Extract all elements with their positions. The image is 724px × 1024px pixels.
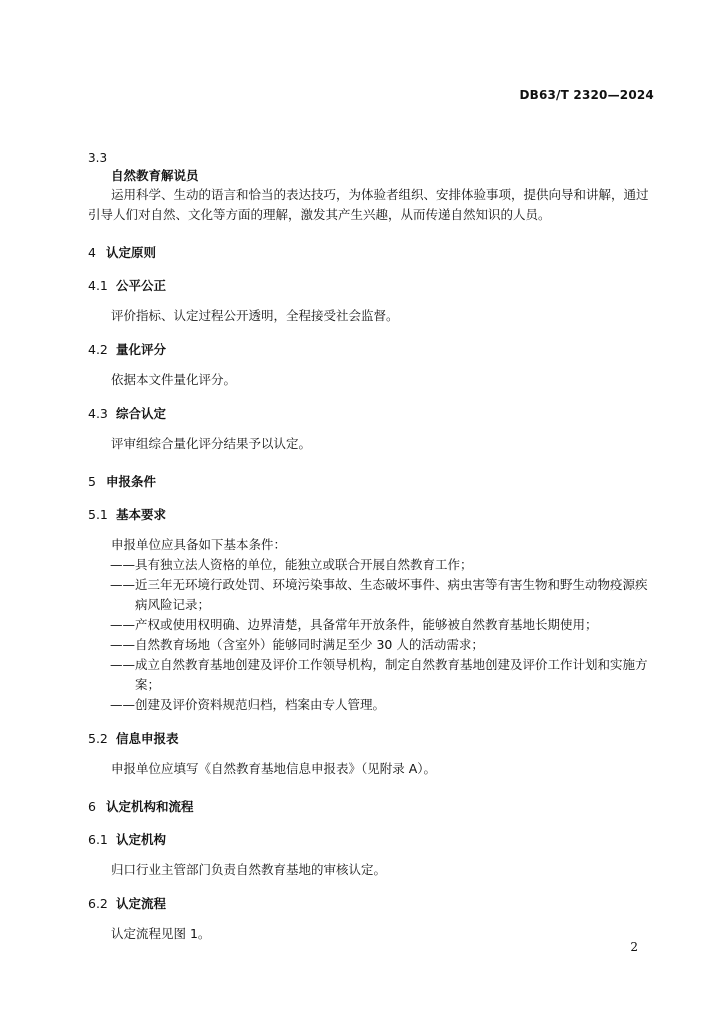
term-number: 3.3 [88,151,108,165]
list-item-text: 成立自然教育基地创建及评价工作领导机构，制定自然教育基地创建及评价工作计划和实施方案； [135,657,648,692]
subsection-number: 6.1 [88,832,108,847]
paragraph: 归口行业主管部门负责自然教育基地的审核认定。 [111,862,387,877]
subsection-number: 5.2 [88,731,108,746]
paragraph: 评价指标、认定过程公开透明，全程接受社会监督。 [111,308,399,323]
list-dash: —— [110,637,135,652]
list-dash: —— [110,657,135,672]
definition-line: 运用科学、生动的语言和恰当的表达技巧，为体验者组织、安排体验事项，提供向导和讲解，通过 [111,187,649,202]
requirement-list [88,555,658,715]
paragraph: 认定流程见图 1。 [111,926,211,941]
paragraph: 评审组综合量化评分结果予以认定。 [111,436,312,451]
subsection-title: 公平公正 [116,278,167,293]
list-item [110,575,658,615]
document-body [88,149,658,944]
paragraph: 申报单位应具备如下基本条件： [111,537,287,552]
term-title: 自然教育解说员 [111,168,199,183]
subsection-title: 量化评分 [116,342,167,357]
subsection-heading [88,341,658,359]
subsection-heading [88,895,658,913]
section-heading [88,473,658,491]
section-title: 申报条件 [106,474,157,489]
list-dash: —— [110,617,135,632]
section-heading [88,798,658,816]
document-code: DB63/T 2320—2024 [519,88,654,102]
subsection-heading [88,277,658,295]
list-item-text: 创建及评价资料规范归档，档案由专人管理。 [135,697,386,712]
subsection-heading [88,506,658,524]
page-number: 2 [630,940,638,954]
list-dash: —— [110,697,135,712]
subsection-heading [88,730,658,748]
paragraph: 申报单位应填写《自然教育基地信息申报表》（见附录 A）。 [111,761,437,776]
list-item [110,635,658,655]
list-item [110,555,658,575]
section-title: 认定原则 [106,245,157,260]
section-number: 5 [88,474,96,489]
subsection-number: 6.2 [88,896,108,911]
subsection-number: 5.1 [88,507,108,522]
list-dash: —— [110,557,135,572]
section-number: 6 [88,799,96,814]
list-dash: —— [110,577,135,592]
subsection-title: 综合认定 [116,406,167,421]
list-item-text: 近三年无环境行政处罚、环境污染事故、生态破坏事件、病虫害等有害生物和野生动物疫源疾病风险记录； [135,577,648,612]
subsection-number: 4.1 [88,278,108,293]
subsection-heading [88,405,658,423]
definition-line: 引导人们对自然、文化等方面的理解，激发其产生兴趣，从而传递自然知识的人员。 [88,207,551,222]
list-item-text: 具有独立法人资格的单位，能独立或联合开展自然教育工作； [135,557,473,572]
subsection-number: 4.2 [88,342,108,357]
list-item [110,695,658,715]
section-title: 认定机构和流程 [106,799,194,814]
list-item [110,615,658,635]
subsection-heading [88,831,658,849]
paragraph: 依据本文件量化评分。 [111,372,237,387]
list-item [110,655,658,695]
list-item-text: 自然教育场地（含室外）能够同时满足至少 30 人的活动需求； [135,637,484,652]
list-item-text: 产权或使用权明确、边界清楚，具备常年开放条件，能够被自然教育基地长期使用； [135,617,598,632]
section-number: 4 [88,245,96,260]
subsection-title: 基本要求 [116,507,167,522]
subsection-title: 认定流程 [116,896,167,911]
subsection-number: 4.3 [88,406,108,421]
subsection-title: 认定机构 [116,832,167,847]
term-definition [88,185,658,225]
section-heading [88,244,658,262]
subsection-title: 信息申报表 [116,731,179,746]
